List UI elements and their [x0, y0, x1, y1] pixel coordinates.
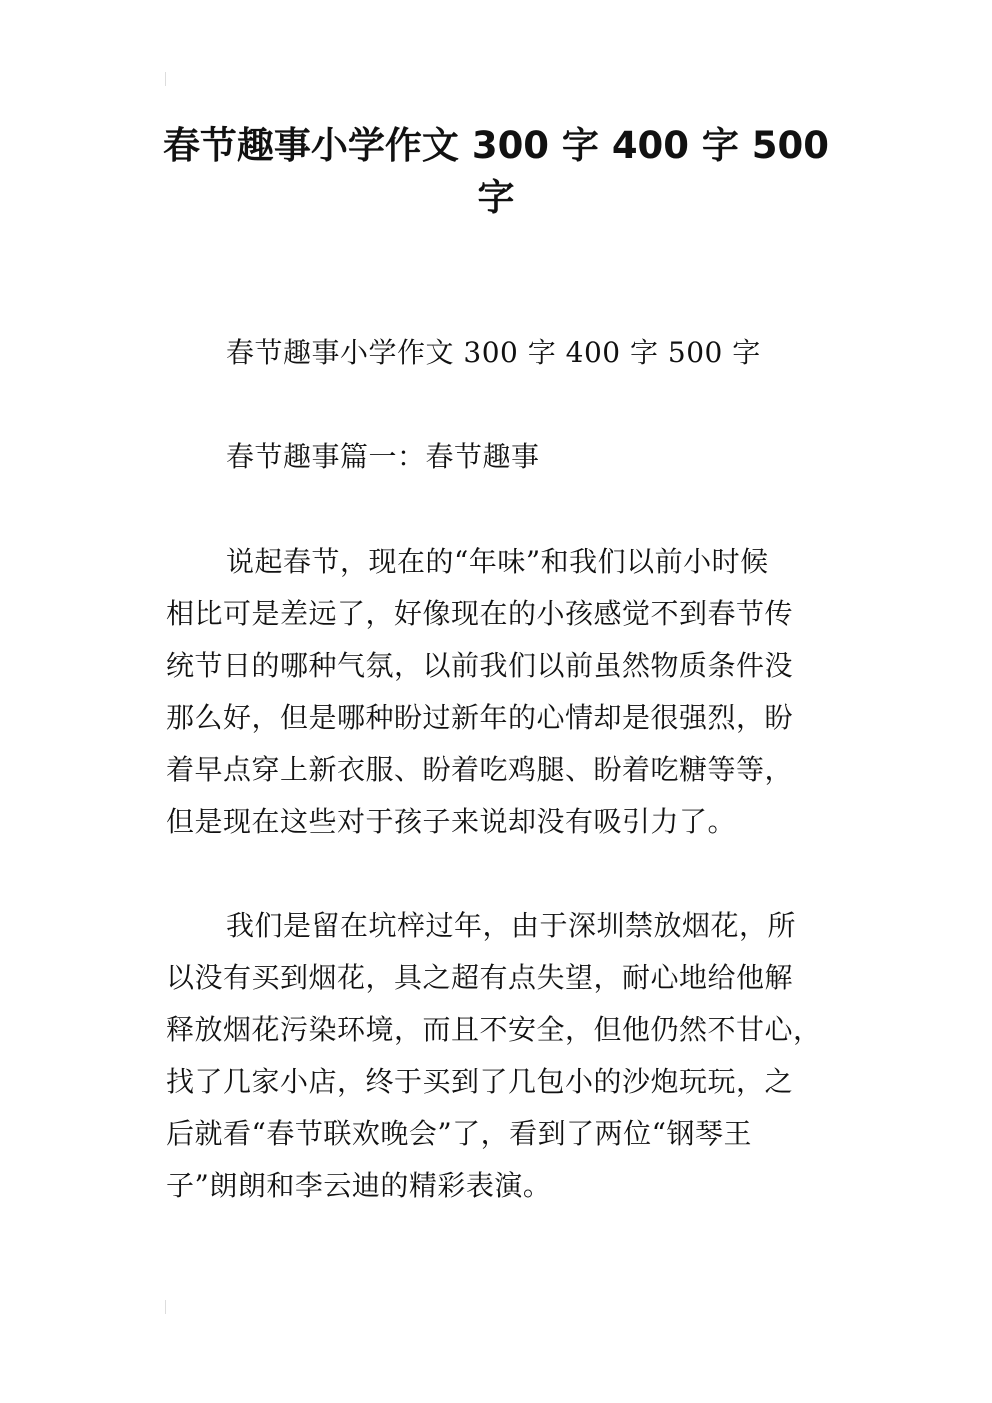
text-line: 子”朗朗和李云迪的精彩表演。	[166, 1169, 552, 1202]
text-line: 但是现在这些对于孩子来说却没有吸引力了。	[166, 805, 737, 838]
text-line: 相比可是差远了，好像现在的小孩感觉不到春节传	[166, 597, 794, 630]
text-line: 着早点穿上新衣服、盼着吃鸡腿、盼着吃糖等等，	[166, 753, 794, 786]
page-corner-mark	[165, 72, 166, 86]
text-line: 那么好，但是哪种盼过新年的心情却是很强烈，盼	[166, 701, 794, 734]
subtitle: 春节趣事小学作文 300 字 400 字 500 字	[226, 336, 761, 369]
section-heading: 春节趣事篇一：春节趣事	[226, 440, 540, 473]
document-title-line-1: 春节趣事小学作文 300 字 400 字 500	[162, 124, 830, 167]
text-line: 以没有买到烟花，具之超有点失望，耐心地给他解	[166, 961, 794, 994]
text-line: 说起春节，现在的“年味”和我们以前小时候	[226, 545, 769, 578]
page-corner-mark	[165, 1300, 166, 1314]
text-line: 统节日的哪种气氛，以前我们以前虽然物质条件没	[166, 649, 794, 682]
text-line: 释放烟花污染环境，而且不安全，但他仍然不甘心，	[166, 1013, 822, 1046]
text-line: 我们是留在坑梓过年，由于深圳禁放烟花，所	[226, 909, 797, 942]
text-line: 后就看“春节联欢晚会”了，看到了两位“钢琴王	[166, 1117, 752, 1150]
document-title-line-2: 字	[477, 176, 515, 219]
text-line: 找了几家小店，终于买到了几包小的沙炮玩玩，之	[166, 1065, 794, 1098]
